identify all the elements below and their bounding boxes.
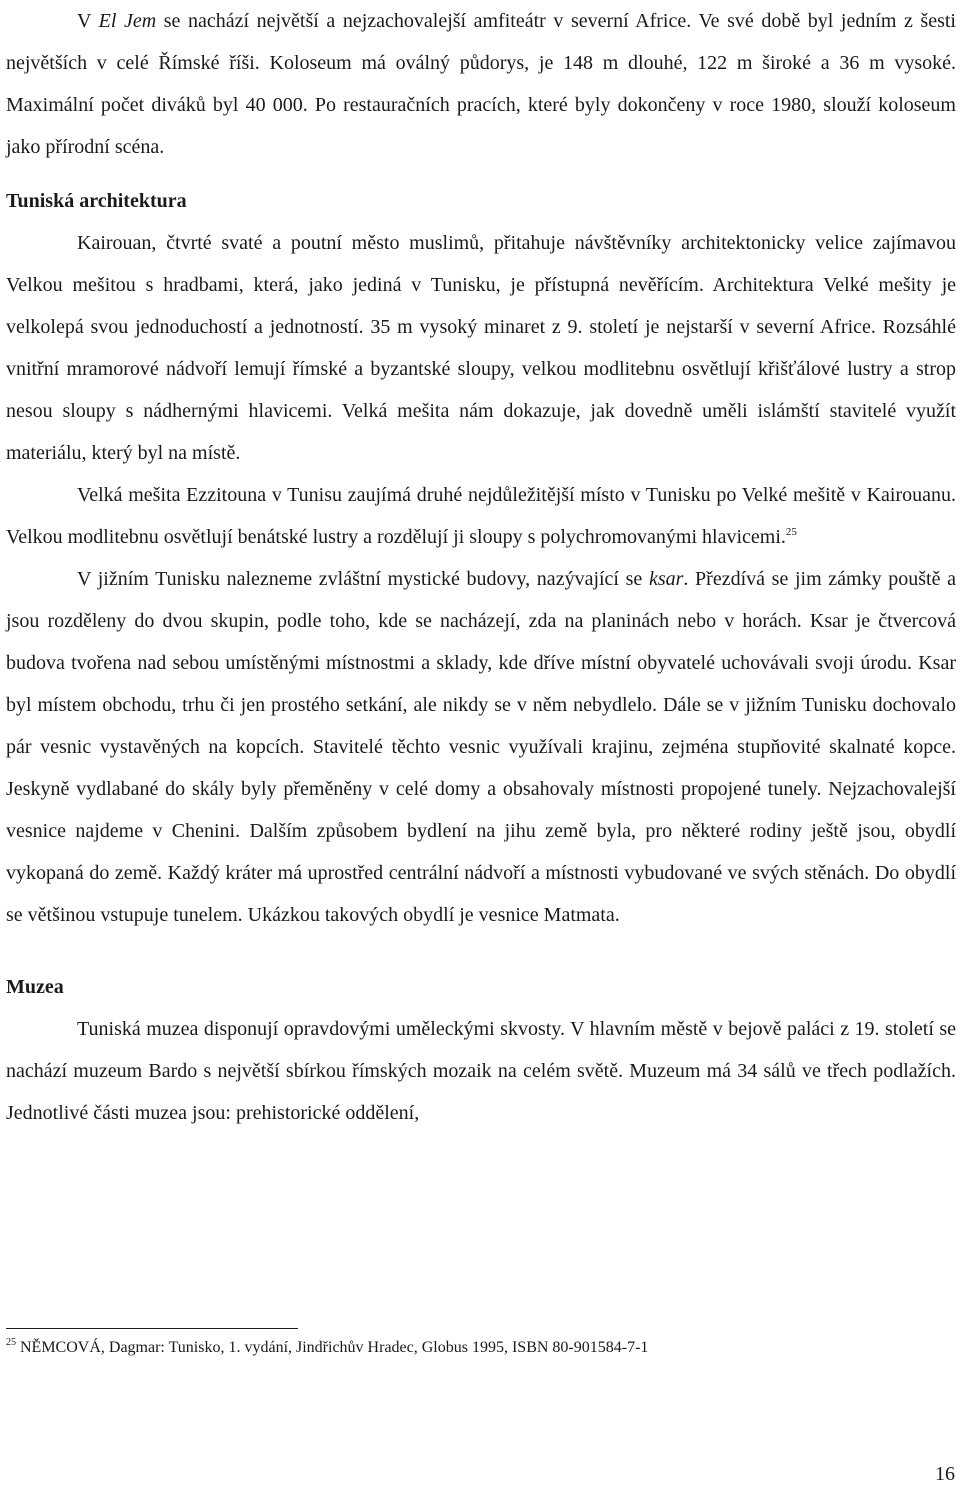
footnote-divider [6,1328,298,1329]
place-name-el-jem: El Jem [98,10,157,32]
footnote [6,1337,956,1359]
footnote-text: NĚMCOVÁ, Dagmar: Tunisko, 1. vydání, Jindřichův Hradec, Globus 1995, ISBN 80-901584-7-1 [16,1339,649,1356]
paragraph-text: Velká mešita Ezzitouna v Tunisu zaujímá druhé nejdůležitější místo v Tunisku po Velké mešitě v Kairouanu. Velkou modlitebnu osvětlují benátské lustry a rozdělují ji sloupy s polychromovanými hlavicemi. [6,484,956,548]
paragraph-text: V [77,10,99,32]
page-body [6,0,956,1134]
paragraph-museums: Tuniská muzea disponují opravdovými uměleckými skvosty. V hlavním městě v bejově paláci z 19. století se nachází muzeum Bardo s největší sbírkou římských mozaik na celém světě. Muzeum má 34 sálů ve třech podlažích. Jednotlivé části muzea jsou: prehistorické oddělení, [6,1018,956,1124]
paragraph-text: se nachází největší a nejzachovalejší amfiteátr v severní Africe. Ve své době byl jedním z šesti největších v celé Římské říši. Koloseum má oválný půdorys, je 148 m dlouhé, 122 m široké a 36 m vysoké. Maximální počet diváků byl 40 000. Po restauračních pracích, které byly dokončeny v roce 1980, slouží koloseum jako přírodní scéna. [6,10,956,158]
paragraph-text: . Přezdívá se jim zámky pouště a jsou rozděleny do dvou skupin, podle toho, kde se nacházejí, zda na planinách nebo v horách. Ksar je čtvercová budova tvořena nad sebou umístěnými místnostmi a sklady, kde dříve místní obyvatelé uchovávali svoji úrodu. Ksar byl místem obchodu, trhu či jen prostého setkání, ale nikdy se v něm nebydlelo. Dále se v jižním Tunisku dochovalo pár vesnic vystavěných na kopcích. Stavitelé těchto vesnic využívali krajinu, zejména stupňovité skalnaté kopce. Jeskyně vydlabané do skály byly přeměněny v celé domy a obsahovaly místnosti propojené tunely. Nejzachovalejší vesnice najdeme v Chenini. Dalším způsobem bydlení na jihu země byla, pro některé rodiny ještě jsou, obydlí vykopaná do země. Každý kráter má uprostřed centrální nádvoří a místnosti vybudované ve svých stěnách. Do obydlí se většinou vstupuje tunelem. Ukázkou takových obydlí je vesnice Matmata. [6,568,956,926]
paragraph-el-jem [6,0,956,168]
paragraph-text: V jižním Tunisku nalezneme zvláštní mystické budovy, nazývající se [77,568,649,590]
paragraph-kairouan: Kairouan, čtvrté svaté a poutní město muslimů, přitahuje návštěvníky architektonicky velice zajímavou Velkou mešitou s hradbami, která, jako jediná v Tunisku, je přístupná nevěřícím. Architektura Velké mešity je velkolepá svou jednoduchostí a jednotností. 35 m vysoký minaret z 9. století je nejstarší v severní Africe. Rozsáhlé vnitřní mramorové nádvoří lemují římské a byzantské sloupy, velkou modlitebnu osvětlují křišťálové lustry a strop nesou sloupy s nádhernými hlavicemi. Velká mešita nám dokazuje, jak dovedně uměli islámští stavitelé využít materiálu, který byl na místě. [6,232,956,464]
section-heading-museums: Muzea [6,976,64,998]
section-heading-architecture: Tuniská architektura [6,190,187,212]
page-number: 16 [935,1463,955,1485]
paragraph-ksar [6,558,956,936]
term-ksar: ksar [648,568,684,590]
footnote-reference[interactable]: 25 [785,526,797,538]
footnote-number: 25 [6,1337,16,1348]
paragraph-ezzitouna [6,474,956,558]
